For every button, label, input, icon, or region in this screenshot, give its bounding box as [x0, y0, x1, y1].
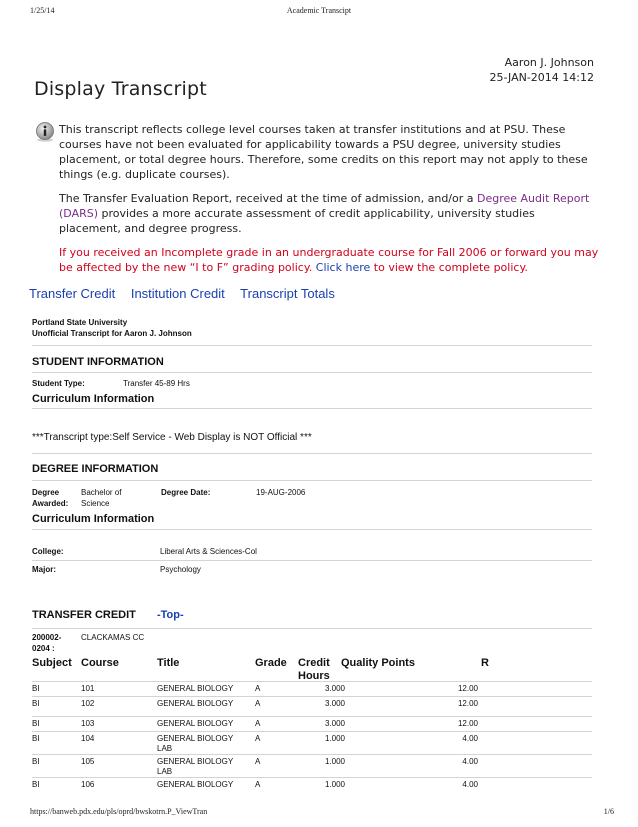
col-hours: Hours	[298, 670, 330, 682]
tab-transcript-totals[interactable]: Transcript Totals	[240, 286, 335, 301]
cell-credit-hours: 1.000	[324, 734, 345, 743]
university-block	[32, 317, 592, 339]
cell-grade: A	[255, 734, 261, 743]
col-course: Course	[81, 657, 119, 669]
divider	[32, 529, 592, 530]
table-row	[32, 780, 592, 800]
policy-here-link[interactable]: here	[345, 261, 371, 274]
divider	[32, 372, 592, 373]
cell-quality-points: 12.00	[457, 699, 478, 708]
tab-transfer-credit[interactable]: Transfer Credit	[29, 286, 116, 301]
major-label: Major:	[32, 565, 56, 574]
top-link[interactable]: -Top-	[156, 609, 184, 621]
cell-quality-points: 4.00	[462, 780, 478, 789]
cell-subject: BI	[32, 719, 40, 728]
info-icon	[35, 122, 55, 142]
curriculum-heading-2: Curriculum Information	[32, 513, 155, 525]
student-type-label: Student Type:	[32, 379, 85, 388]
print-header	[30, 6, 608, 18]
degree-date-label: Degree Date:	[161, 488, 211, 497]
divider	[32, 560, 592, 561]
cell-credit-hours: 1.000	[324, 757, 345, 766]
divider	[32, 345, 592, 346]
row-divider	[32, 731, 592, 732]
page-title: Display Transcript	[34, 78, 207, 100]
cell-credit-hours: 3.000	[324, 719, 345, 728]
degree-date-value: 19-AUG-2006	[256, 488, 306, 497]
col-credit: Credit	[298, 657, 330, 669]
cell-title: GENERAL BIOLOGY	[157, 684, 234, 693]
cell-credit-hours: 3.000	[324, 699, 345, 708]
cell-credit-hours: 3.000	[324, 684, 345, 693]
cell-subject: BI	[32, 699, 40, 708]
transfer-credit-heading: TRANSFER CREDIT	[32, 609, 136, 621]
table-row	[32, 757, 592, 777]
cell-quality-points: 4.00	[462, 734, 478, 743]
divider	[32, 480, 592, 481]
divider	[32, 628, 592, 629]
degree-value: Bachelor of	[81, 488, 122, 497]
cell-title: GENERAL BIOLOGY	[157, 719, 234, 728]
cell-title: GENERAL BIOLOGY	[157, 757, 234, 766]
col-title: Title	[157, 657, 180, 669]
cell-grade: A	[255, 757, 261, 766]
curriculum-heading: Curriculum Information	[32, 393, 155, 405]
cell-quality-points: 4.00	[462, 757, 478, 766]
col-subject: Subject	[32, 657, 72, 669]
section-tabs	[29, 286, 347, 301]
cell-credit-hours: 1.000	[324, 780, 345, 789]
cell-subject: BI	[32, 734, 40, 743]
awarded-label: Awarded:	[32, 499, 69, 508]
college-label: College:	[32, 547, 64, 556]
table-row	[32, 734, 592, 754]
user-name: Aaron J. Johnson	[504, 56, 594, 69]
cell-course: 102	[81, 699, 95, 708]
cell-course: 103	[81, 719, 95, 728]
divider	[32, 453, 592, 454]
row-divider	[32, 681, 592, 682]
divider	[32, 408, 592, 409]
transfer-credit-row	[32, 609, 592, 621]
col-quality-points: Quality Points	[341, 657, 415, 669]
cell-quality-points: 12.00	[457, 684, 478, 693]
degree-info-heading: DEGREE INFORMATION	[32, 463, 159, 475]
row-divider	[32, 754, 592, 755]
col-r: R	[481, 657, 489, 669]
cell-grade: A	[255, 699, 261, 708]
institution-name: CLACKAMAS CC	[81, 633, 145, 642]
cell-title: GENERAL BIOLOGY	[157, 734, 234, 743]
cell-course: 105	[81, 757, 95, 766]
info-paragraph-1: This transcript reflects college level courses taken at transfer institutions and at PSU. These courses have not been evaluated for applicability towards a PSU degree, university studies placement, or total degree hours. Therefore, some credits on this report may not apply to these things (e.g. duplicate courses).	[59, 123, 588, 181]
row-divider	[32, 777, 592, 778]
term-row	[32, 633, 592, 655]
transcript-subtitle: Unofficial Transcript for Aaron J. Johnson	[32, 329, 192, 338]
col-grade: Grade	[255, 657, 287, 669]
tab-institution-credit[interactable]: Institution Credit	[130, 286, 225, 301]
cell-grade: A	[255, 780, 261, 789]
degree-label: Degree	[32, 488, 60, 497]
cell-course: 106	[81, 780, 95, 789]
transcript-type-notice: ***Transcript type:Self Service - Web Display is NOT Official ***	[32, 432, 312, 443]
cell-grade: A	[255, 719, 261, 728]
cell-course: 101	[81, 684, 95, 693]
info-paragraph-2: The Transfer Evaluation Report, received at the time of admission, and/or a Degree Audit Report (DARS) provides a more accurate assessment of credit applicability, university studies placement, and degree progress.	[59, 192, 590, 235]
cell-title: GENERAL BIOLOGY	[157, 699, 234, 708]
degree-row	[32, 488, 592, 512]
university-name: Portland State University	[32, 318, 128, 327]
major-value: Psychology	[160, 565, 201, 574]
print-footer	[30, 807, 614, 819]
student-info-heading: STUDENT INFORMATION	[32, 356, 164, 368]
cell-title: GENERAL BIOLOGY	[157, 780, 234, 789]
term-label: 200002-	[32, 633, 62, 642]
student-type-value: Transfer 45-89 Hrs	[123, 379, 190, 388]
print-title: Academic Transcipt	[286, 6, 352, 15]
dars-link[interactable]: Degree Audit Report (DARS)	[59, 192, 590, 220]
cell-subject: BI	[32, 780, 40, 789]
print-date: 1/25/14	[30, 6, 55, 15]
cell-subject: BI	[32, 757, 40, 766]
info-text	[59, 122, 599, 284]
footer-page: 1/6	[603, 807, 614, 816]
college-value: Liberal Arts & Sciences-Col	[160, 547, 257, 556]
cell-course: 104	[81, 734, 95, 743]
cell-quality-points: 12.00	[457, 719, 478, 728]
degree-value-2: Science	[81, 499, 110, 508]
cell-subject: BI	[32, 684, 40, 693]
user-block	[489, 55, 594, 85]
footer-url: https://banweb.pdx.edu/pls/oprd/bwskotrn.P_ViewTran	[30, 807, 208, 816]
row-divider	[32, 716, 592, 717]
cell-grade: A	[255, 684, 261, 693]
info-paragraph-3: If you received an Incomplete grade in an undergraduate course for Fall 2006 or forward you may be affected by the new “I to F” grading policy. Click here to view the complete policy.	[59, 246, 599, 274]
course-table-header	[32, 657, 592, 683]
user-timestamp: 25-JAN-2014 14:12	[489, 71, 594, 84]
cell-title-line2: LAB	[157, 744, 173, 753]
row-divider	[32, 696, 592, 697]
cell-title-line2: LAB	[157, 767, 173, 776]
term-label-2: 0204 :	[32, 644, 55, 653]
